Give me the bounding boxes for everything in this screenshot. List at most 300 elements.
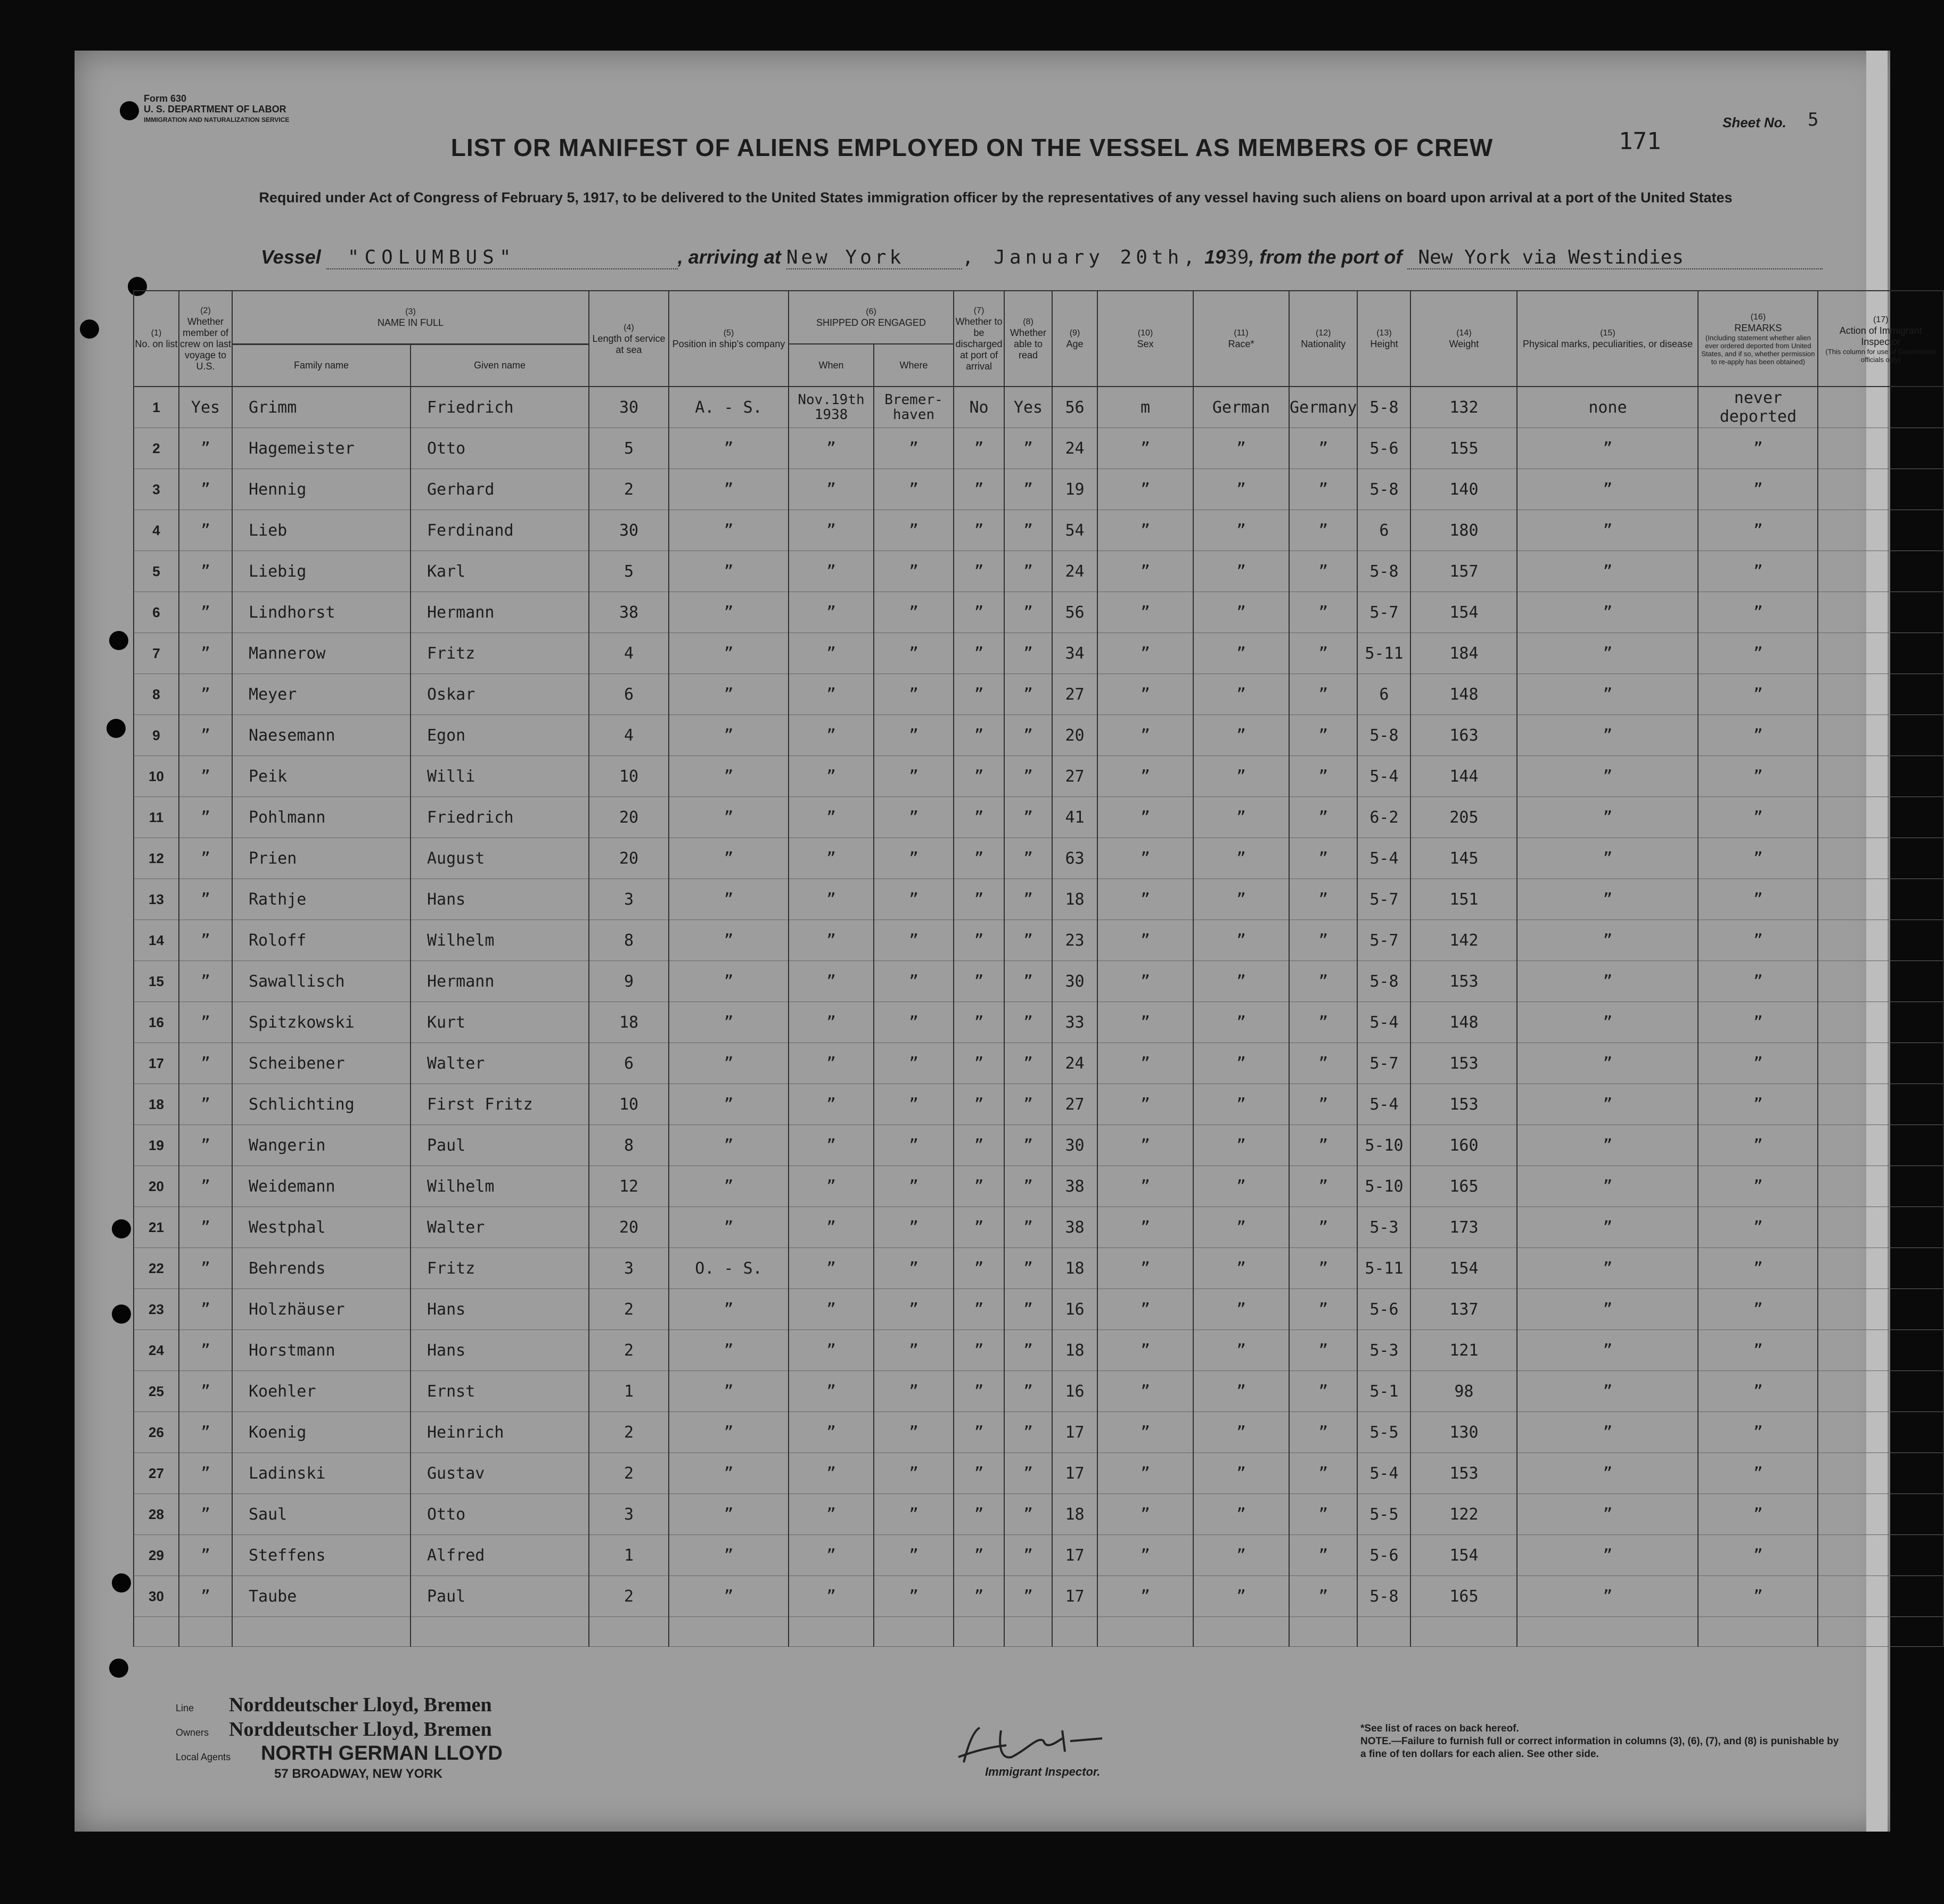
race-cell: ” — [1193, 510, 1289, 551]
shipped-when-cell: ” — [789, 838, 874, 879]
given-name-cell: Heinrich — [411, 1412, 589, 1453]
weight-cell: 148 — [1410, 674, 1517, 715]
remarks-cell: never deported — [1698, 387, 1818, 428]
read-cell: ” — [1004, 633, 1052, 674]
read-cell: ” — [1004, 1371, 1052, 1412]
vessel-label: Vessel — [261, 246, 321, 268]
service-cell: 12 — [589, 1166, 669, 1207]
weight-cell: 173 — [1410, 1207, 1517, 1248]
punch-hole — [106, 719, 126, 738]
weight-cell: 165 — [1410, 1576, 1517, 1617]
given-name-cell: Hans — [411, 1289, 589, 1330]
action-cell — [1818, 1166, 1943, 1207]
read-cell: ” — [1004, 1494, 1052, 1535]
position-cell: ” — [669, 1002, 789, 1043]
position-cell: ” — [669, 715, 789, 756]
weight-cell: 153 — [1410, 1453, 1517, 1494]
discharged-cell: ” — [954, 797, 1004, 838]
discharged-cell: ” — [954, 674, 1004, 715]
given-name-cell: Oskar — [411, 674, 589, 715]
read-cell: ” — [1004, 1453, 1052, 1494]
sex-cell: ” — [1097, 1166, 1193, 1207]
nationality-cell: ” — [1289, 756, 1357, 797]
table-row — [134, 1535, 1943, 1576]
position-cell: ” — [669, 1125, 789, 1166]
action-cell — [1818, 1371, 1943, 1412]
service-cell: 4 — [589, 715, 669, 756]
remarks-cell: ” — [1698, 1248, 1818, 1289]
sex-cell: ” — [1097, 469, 1193, 510]
nationality-cell: ” — [1289, 428, 1357, 469]
shipped-where-cell: ” — [874, 1207, 954, 1248]
discharged-cell: ” — [954, 1412, 1004, 1453]
blank-cell — [1004, 1617, 1052, 1647]
weight-cell: 121 — [1410, 1330, 1517, 1371]
remarks-cell: ” — [1698, 1207, 1818, 1248]
table-row — [134, 1043, 1943, 1084]
service-cell: 5 — [589, 428, 669, 469]
shipped-where-cell: ” — [874, 1289, 954, 1330]
col-header-where: Where — [874, 344, 954, 387]
shipped-when-cell: ” — [789, 1330, 874, 1371]
nationality-cell: ” — [1289, 1248, 1357, 1289]
remarks-cell: ” — [1698, 1412, 1818, 1453]
shipped-when-cell: ” — [789, 1125, 874, 1166]
crew-cell: ” — [179, 756, 232, 797]
row-number: 7 — [134, 633, 179, 674]
family-name-cell: Schlichting — [232, 1084, 411, 1125]
action-cell — [1818, 961, 1943, 1002]
age-cell: 17 — [1052, 1412, 1097, 1453]
table-row — [134, 428, 1943, 469]
given-name-cell: Otto — [411, 1494, 589, 1535]
crew-cell: ” — [179, 1371, 232, 1412]
position-cell: ” — [669, 838, 789, 879]
punch-hole — [112, 1573, 131, 1593]
race-cell: ” — [1193, 1248, 1289, 1289]
shipped-when-cell: ” — [789, 1576, 874, 1617]
height-cell: 5-7 — [1357, 920, 1410, 961]
shipped-when-cell: ” — [789, 879, 874, 920]
race-cell: ” — [1193, 756, 1289, 797]
weight-cell: 142 — [1410, 920, 1517, 961]
position-cell: ” — [669, 469, 789, 510]
age-cell: 54 — [1052, 510, 1097, 551]
nationality-cell: ” — [1289, 1494, 1357, 1535]
table-row — [134, 1125, 1943, 1166]
family-name-cell: Liebig — [232, 551, 411, 592]
race-cell: ” — [1193, 920, 1289, 961]
read-cell: ” — [1004, 756, 1052, 797]
marks-cell: ” — [1517, 1207, 1698, 1248]
service-cell: 9 — [589, 961, 669, 1002]
given-name-cell: Alfred — [411, 1535, 589, 1576]
race-cell: ” — [1193, 1576, 1289, 1617]
read-cell: ” — [1004, 1330, 1052, 1371]
family-name-cell: Taube — [232, 1576, 411, 1617]
nationality-cell: ” — [1289, 1330, 1357, 1371]
row-number: 23 — [134, 1289, 179, 1330]
row-number: 9 — [134, 715, 179, 756]
blank-cell — [954, 1617, 1004, 1647]
sex-cell: ” — [1097, 756, 1193, 797]
weight-cell: 140 — [1410, 469, 1517, 510]
weight-cell: 98 — [1410, 1371, 1517, 1412]
discharged-cell: ” — [954, 510, 1004, 551]
shipped-where-cell: ” — [874, 1535, 954, 1576]
sex-cell: ” — [1097, 674, 1193, 715]
height-cell: 5-8 — [1357, 387, 1410, 428]
discharged-cell: ” — [954, 879, 1004, 920]
table-row — [134, 674, 1943, 715]
shipped-where-cell: ” — [874, 1494, 954, 1535]
punch-hole — [112, 1304, 131, 1324]
nationality-cell: ” — [1289, 592, 1357, 633]
crew-cell: ” — [179, 879, 232, 920]
crew-cell: ” — [179, 469, 232, 510]
marks-cell: ” — [1517, 674, 1698, 715]
sheet-label: Sheet No. — [1722, 114, 1786, 130]
blank-cell — [1097, 1617, 1193, 1647]
crew-cell: ” — [179, 674, 232, 715]
service-cell: 30 — [589, 387, 669, 428]
action-cell — [1818, 1125, 1943, 1166]
shipped-when-cell: ” — [789, 510, 874, 551]
shipped-when-cell: ” — [789, 1248, 874, 1289]
height-cell: 5-10 — [1357, 1166, 1410, 1207]
arrival-date: , January 20th, — [962, 247, 1199, 268]
crew-cell: ” — [179, 920, 232, 961]
age-cell: 30 — [1052, 961, 1097, 1002]
table-row — [134, 1207, 1943, 1248]
family-name-cell: Saul — [232, 1494, 411, 1535]
table-row — [134, 879, 1943, 920]
family-name-cell: Lindhorst — [232, 592, 411, 633]
position-cell: ” — [669, 1535, 789, 1576]
department-name: U. S. DEPARTMENT OF LABOR — [144, 104, 286, 114]
service-cell: 10 — [589, 756, 669, 797]
weight-cell: 180 — [1410, 510, 1517, 551]
weight-cell: 154 — [1410, 592, 1517, 633]
remarks-cell: ” — [1698, 510, 1818, 551]
discharged-cell: ” — [954, 1453, 1004, 1494]
row-number: 19 — [134, 1125, 179, 1166]
row-number: 28 — [134, 1494, 179, 1535]
discharged-cell: ” — [954, 633, 1004, 674]
height-cell: 5-5 — [1357, 1494, 1410, 1535]
col-header-weight: (14) Weight — [1410, 291, 1517, 387]
height-cell: 5-7 — [1357, 1043, 1410, 1084]
discharged-cell: ” — [954, 1084, 1004, 1125]
service-cell: 3 — [589, 879, 669, 920]
punch-hole — [80, 319, 99, 339]
weight-cell: 154 — [1410, 1248, 1517, 1289]
marks-cell: ” — [1517, 715, 1698, 756]
shipped-when-cell: ” — [789, 756, 874, 797]
given-name-cell: Hans — [411, 879, 589, 920]
weight-cell: 163 — [1410, 715, 1517, 756]
nationality-cell: ” — [1289, 1289, 1357, 1330]
discharged-cell: ” — [954, 715, 1004, 756]
height-cell: 5-1 — [1357, 1371, 1410, 1412]
crew-cell: ” — [179, 1125, 232, 1166]
shipped-when-cell: ” — [789, 633, 874, 674]
sex-cell: ” — [1097, 879, 1193, 920]
position-cell: ” — [669, 1043, 789, 1084]
table-row — [134, 633, 1943, 674]
agents-address: 57 BROADWAY, NEW YORK — [274, 1767, 443, 1781]
nationality-cell: ” — [1289, 469, 1357, 510]
given-name-cell: Hermann — [411, 961, 589, 1002]
race-cell: ” — [1193, 469, 1289, 510]
arriving-label: , arriving at — [677, 246, 781, 268]
weight-cell: 122 — [1410, 1494, 1517, 1535]
punch-hole — [120, 101, 139, 120]
remarks-cell: ” — [1698, 1166, 1818, 1207]
age-cell: 19 — [1052, 469, 1097, 510]
nationality-cell: ” — [1289, 1084, 1357, 1125]
action-cell — [1818, 879, 1943, 920]
shipped-where-cell: ” — [874, 961, 954, 1002]
marks-cell: ” — [1517, 961, 1698, 1002]
col-header-race: (11) Race* — [1193, 291, 1289, 387]
shipped-when-cell: ” — [789, 1494, 874, 1535]
remarks-cell: ” — [1698, 1576, 1818, 1617]
action-cell — [1818, 1330, 1943, 1371]
shipped-when-cell: ” — [789, 920, 874, 961]
marks-cell: none — [1517, 387, 1698, 428]
shipped-where-cell: ” — [874, 1248, 954, 1289]
given-name-cell: Hans — [411, 1330, 589, 1371]
blank-cell — [589, 1617, 669, 1647]
crew-cell: ” — [179, 1289, 232, 1330]
table-row — [134, 756, 1943, 797]
sex-cell: ” — [1097, 1453, 1193, 1494]
action-cell — [1818, 551, 1943, 592]
sex-cell: ” — [1097, 510, 1193, 551]
nationality-cell: ” — [1289, 1125, 1357, 1166]
service-cell: 20 — [589, 838, 669, 879]
position-cell: A. - S. — [669, 387, 789, 428]
position-cell: ” — [669, 961, 789, 1002]
weight-cell: 153 — [1410, 961, 1517, 1002]
sex-cell: ” — [1097, 1535, 1193, 1576]
sex-cell: ” — [1097, 715, 1193, 756]
height-cell: 5-6 — [1357, 1289, 1410, 1330]
given-name-cell: Paul — [411, 1576, 589, 1617]
sex-cell: ” — [1097, 1412, 1193, 1453]
shipped-where-cell: ” — [874, 920, 954, 961]
row-number: 24 — [134, 1330, 179, 1371]
service-cell: 38 — [589, 592, 669, 633]
row-number: 8 — [134, 674, 179, 715]
table-row — [134, 1002, 1943, 1043]
age-cell: 38 — [1052, 1207, 1097, 1248]
race-cell: ” — [1193, 1084, 1289, 1125]
height-cell: 5-4 — [1357, 1453, 1410, 1494]
discharged-cell: ” — [954, 920, 1004, 961]
action-cell — [1818, 1494, 1943, 1535]
race-cell: ” — [1193, 1412, 1289, 1453]
given-name-cell: Egon — [411, 715, 589, 756]
marks-cell: ” — [1517, 920, 1698, 961]
line-value: Norddeutscher Lloyd, Bremen — [229, 1694, 492, 1716]
shipped-when-cell: ” — [789, 1084, 874, 1125]
crew-cell: ” — [179, 592, 232, 633]
race-cell: ” — [1193, 1289, 1289, 1330]
marks-cell: ” — [1517, 1289, 1698, 1330]
nationality-cell: ” — [1289, 1535, 1357, 1576]
weight-cell: 148 — [1410, 1002, 1517, 1043]
crew-cell: ” — [179, 551, 232, 592]
owners-label: Owners — [176, 1727, 209, 1738]
remarks-cell: ” — [1698, 1494, 1818, 1535]
table-row — [134, 592, 1943, 633]
shipped-where-cell: ” — [874, 1125, 954, 1166]
remarks-cell: ” — [1698, 920, 1818, 961]
given-name-cell: Willi — [411, 756, 589, 797]
sex-cell: ” — [1097, 961, 1193, 1002]
family-name-cell: Rathje — [232, 879, 411, 920]
nationality-cell: ” — [1289, 838, 1357, 879]
position-cell: ” — [669, 674, 789, 715]
position-cell: ” — [669, 1494, 789, 1535]
position-cell: ” — [669, 879, 789, 920]
form-header — [144, 93, 289, 125]
blank-cell — [411, 1617, 589, 1647]
col-header-no: (1) No. on list — [134, 291, 179, 387]
given-name-cell: Fritz — [411, 633, 589, 674]
given-name-cell: Ernst — [411, 1371, 589, 1412]
marks-cell: ” — [1517, 1125, 1698, 1166]
shipped-where-cell: ” — [874, 1330, 954, 1371]
service-cell: 20 — [589, 797, 669, 838]
read-cell: ” — [1004, 428, 1052, 469]
given-name-cell: Kurt — [411, 1002, 589, 1043]
blank-cell — [1052, 1617, 1097, 1647]
shipped-when-cell: Nov.19th 1938 — [789, 387, 874, 428]
nationality-cell: ” — [1289, 879, 1357, 920]
age-cell: 17 — [1052, 1453, 1097, 1494]
crew-cell: ” — [179, 1576, 232, 1617]
race-cell: ” — [1193, 1535, 1289, 1576]
blank-cell — [1517, 1617, 1698, 1647]
shipped-where-cell: ” — [874, 1166, 954, 1207]
service-cell: 6 — [589, 674, 669, 715]
crew-cell: ” — [179, 1494, 232, 1535]
sex-cell: ” — [1097, 428, 1193, 469]
crew-cell: ” — [179, 1043, 232, 1084]
col-header-age: (9) Age — [1052, 291, 1097, 387]
sex-cell: ” — [1097, 1002, 1193, 1043]
crew-cell: Yes — [179, 387, 232, 428]
height-cell: 6 — [1357, 674, 1410, 715]
given-name-cell: Otto — [411, 428, 589, 469]
nationality-cell: ” — [1289, 551, 1357, 592]
height-cell: 5-5 — [1357, 1412, 1410, 1453]
shipped-when-cell: ” — [789, 1371, 874, 1412]
table-row — [134, 715, 1943, 756]
action-cell — [1818, 1535, 1943, 1576]
family-name-cell: Wangerin — [232, 1125, 411, 1166]
race-cell: ” — [1193, 1207, 1289, 1248]
position-cell: ” — [669, 1330, 789, 1371]
position-cell: ” — [669, 1166, 789, 1207]
given-name-cell: Gustav — [411, 1453, 589, 1494]
row-number: 29 — [134, 1535, 179, 1576]
read-cell: ” — [1004, 1535, 1052, 1576]
footer-note — [1360, 1722, 1840, 1761]
race-cell: ” — [1193, 1043, 1289, 1084]
height-cell: 5-4 — [1357, 838, 1410, 879]
family-name-cell: Horstmann — [232, 1330, 411, 1371]
age-cell: 23 — [1052, 920, 1097, 961]
weight-cell: 132 — [1410, 387, 1517, 428]
race-cell: ” — [1193, 1166, 1289, 1207]
family-name-cell: Steffens — [232, 1535, 411, 1576]
row-number: 16 — [134, 1002, 179, 1043]
age-cell: 24 — [1052, 428, 1097, 469]
col-header-service: (4) Length of service at sea — [589, 291, 669, 387]
discharged-cell: ” — [954, 592, 1004, 633]
family-name-cell: Hennig — [232, 469, 411, 510]
remarks-cell: ” — [1698, 1453, 1818, 1494]
family-name-cell: Roloff — [232, 920, 411, 961]
age-cell: 33 — [1052, 1002, 1097, 1043]
table-row — [134, 1371, 1943, 1412]
discharged-cell: ” — [954, 428, 1004, 469]
nationality-cell: ” — [1289, 797, 1357, 838]
weight-cell: 165 — [1410, 1166, 1517, 1207]
read-cell: ” — [1004, 838, 1052, 879]
shipped-when-cell: ” — [789, 1207, 874, 1248]
shipped-where-cell: ” — [874, 674, 954, 715]
family-name-cell: Westphal — [232, 1207, 411, 1248]
weight-cell: 130 — [1410, 1412, 1517, 1453]
discharged-cell: ” — [954, 1166, 1004, 1207]
service-cell: 3 — [589, 1494, 669, 1535]
row-number: 2 — [134, 428, 179, 469]
table-row — [134, 1576, 1943, 1617]
given-name-cell: Karl — [411, 551, 589, 592]
position-cell: ” — [669, 1207, 789, 1248]
blank-cell — [232, 1617, 411, 1647]
crew-cell: ” — [179, 1207, 232, 1248]
nationality-cell: ” — [1289, 633, 1357, 674]
sex-cell: ” — [1097, 551, 1193, 592]
shipped-where-cell: ” — [874, 1576, 954, 1617]
remarks-cell: ” — [1698, 961, 1818, 1002]
discharged-cell: ” — [954, 1002, 1004, 1043]
shipped-when-cell: ” — [789, 428, 874, 469]
position-cell: ” — [669, 551, 789, 592]
row-number: 27 — [134, 1453, 179, 1494]
height-cell: 5-6 — [1357, 428, 1410, 469]
position-cell: ” — [669, 510, 789, 551]
read-cell: ” — [1004, 1166, 1052, 1207]
sex-cell: ” — [1097, 797, 1193, 838]
weight-cell: 137 — [1410, 1289, 1517, 1330]
crew-cell: ” — [179, 838, 232, 879]
read-cell: ” — [1004, 592, 1052, 633]
action-cell — [1818, 1412, 1943, 1453]
page-title: LIST OR MANIFEST OF ALIENS EMPLOYED ON THE VESSEL AS MEMBERS OF CREW — [450, 134, 1494, 161]
col-header-read: (8) Whether able to read — [1004, 291, 1052, 387]
action-cell — [1818, 920, 1943, 961]
agents-value: NORTH GERMAN LLOYD — [261, 1742, 503, 1765]
read-cell: ” — [1004, 920, 1052, 961]
service-cell: 30 — [589, 510, 669, 551]
